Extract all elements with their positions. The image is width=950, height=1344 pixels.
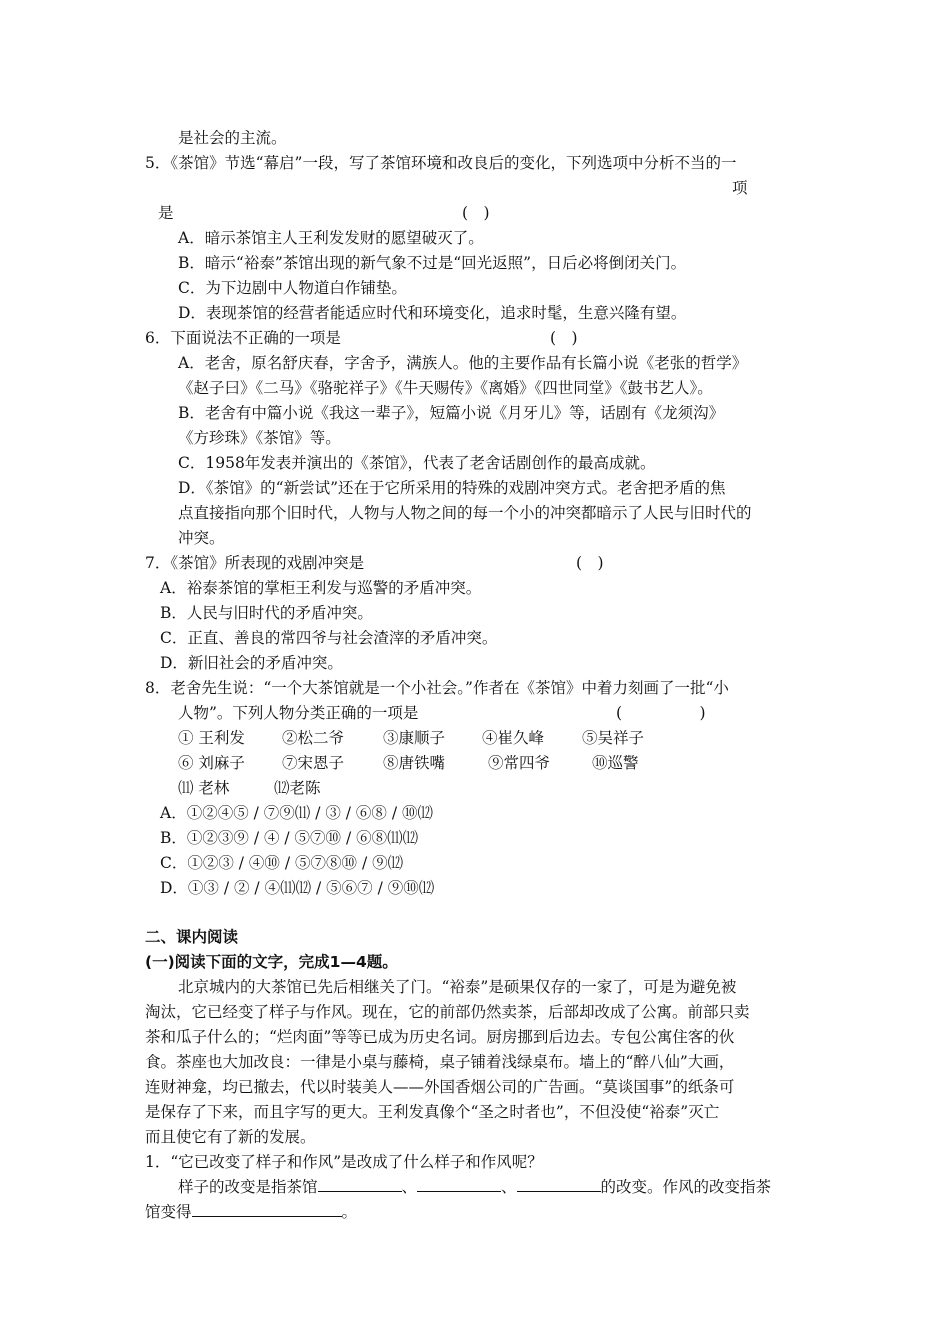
answer-blank[interactable]: [318, 1177, 402, 1192]
character-item: ⑧唐铁嘴: [383, 754, 446, 772]
option-a: A．老舍，原名舒庆春，字舍予，满族人。他的主要作品有长篇小说《老张的哲学》: [178, 354, 748, 372]
separator: 、: [401, 1178, 418, 1196]
answer-bracket: ( ): [462, 204, 490, 222]
character-item: ⑤吴祥子: [582, 729, 645, 747]
text-line: 《方珍珠》《茶馆》等。: [178, 429, 341, 447]
character-item: ① 王利发: [178, 729, 245, 747]
option-a: A．暗示茶馆主人王利发发财的愿望破灭了。: [178, 229, 484, 247]
option-d: D．表现茶馆的经营者能适应时代和环境变化，追求时髦，生意兴隆有望。: [178, 304, 687, 322]
section-heading: 二、课内阅读: [145, 928, 239, 946]
fill-in-text: 的改变。作风的改变指茶: [600, 1178, 772, 1196]
option-d: D．《茶馆》的“新尝试”还在于它所采用的特殊的戏剧冲突方式。老舍把矛盾的焦: [178, 479, 726, 497]
option-b: B．暗示“裕泰”茶馆出现的新气象不过是“回光返照”，日后必将倒闭关门。: [178, 254, 687, 272]
answer-blank[interactable]: [417, 1177, 501, 1192]
fill-in-line: [178, 1177, 771, 1197]
subsection-heading: (一)阅读下面的文字，完成1—4题。: [145, 953, 398, 971]
passage-line: 北京城内的大茶馆已先后相继关了门。“裕泰”是硕果仅存的一家了，可是为避免被: [178, 978, 737, 996]
answer-blank[interactable]: [517, 1177, 601, 1192]
passage-line: 而且使它有了新的发展。: [145, 1128, 316, 1146]
character-item: ⑿老陈: [274, 779, 321, 797]
answer-bracket: ( ): [550, 329, 578, 347]
option-b: B．人民与旧时代的矛盾冲突。: [160, 604, 373, 622]
text-line: 点直接指向那个旧时代，人物与人物之间的每一个小的冲突都暗示了人民与旧时代的: [178, 504, 752, 522]
option-d: D．①③ / ② / ④⑾⑿ / ⑤⑥⑦ / ⑨⑩⑿: [160, 879, 435, 897]
answer-bracket: ( ): [616, 704, 706, 722]
option-c: C．①②③ / ④⑩ / ⑤⑦⑧⑩ / ⑨⑿: [160, 854, 404, 872]
text-line: 《赵子曰》《二马》《骆驼祥子》《牛天赐传》《离婚》《四世同堂》《鼓书艺人》。: [178, 379, 713, 397]
separator: 、: [501, 1178, 517, 1196]
option-c: C．1958年发表并演出的《茶馆》，代表了老舍话剧创作的最高成就。: [178, 454, 656, 472]
option-c: C．正直、善良的常四爷与社会渣滓的矛盾冲突。: [160, 629, 498, 647]
question-5-stem: 5．《茶馆》节选“幕启”一段，写了茶馆环境和改良后的变化，下列选项中分析不当的一: [145, 154, 737, 172]
question-6-stem: 6．下面说法不正确的一项是: [145, 329, 341, 347]
option-c: C．为下边剧中人物道白作铺垫。: [178, 279, 407, 297]
character-item: ④崔久峰: [482, 729, 545, 747]
text-line: 项: [732, 179, 748, 197]
character-item: ③康顺子: [383, 729, 446, 747]
passage-line: 淘汰，它已经变了样子与作风。现在，它的前部仍然卖茶，后部却改成了公寓。前部只卖: [145, 1003, 750, 1021]
character-item: ②松二爷: [282, 729, 345, 747]
fill-in-line: [145, 1202, 357, 1222]
question-8-stem: 8．老舍先生说：“一个大茶馆就是一个小社会。”作者在《茶馆》中着力刻画了一批“小: [145, 679, 729, 697]
passage-line: 连财神龛，均已撤去，代以时装美人——外国香烟公司的广告画。“莫谈国事”的纸条可: [145, 1078, 735, 1096]
option-b: B．老舍有中篇小说《我这一辈子》，短篇小说《月牙儿》等，话剧有《龙须沟》: [178, 404, 725, 422]
option-b: B．①②③⑨ / ④ / ⑤⑦⑩ / ⑥⑧⑾⑿: [160, 829, 419, 847]
fill-in-text: 馆变得: [145, 1203, 192, 1221]
passage-line: 茶和瓜子什么的；“烂肉面”等等已成为历史名词。厨房挪到后边去。专包公寓住客的伙: [145, 1028, 735, 1046]
character-item: ⑾ 老林: [178, 779, 230, 797]
option-a: A．裕泰茶馆的掌柜王利发与巡警的矛盾冲突。: [160, 579, 482, 597]
text-line: 冲突。: [178, 529, 225, 547]
answer-blank[interactable]: [192, 1202, 342, 1217]
answer-bracket: ( ): [576, 554, 604, 572]
option-d: D．新旧社会的矛盾冲突。: [160, 654, 343, 672]
fill-in-text: 。: [341, 1203, 358, 1221]
character-item: ⑦宋恩子: [282, 754, 345, 772]
character-item: ⑨常四爷: [488, 754, 551, 772]
passage-line: 食。茶座也大加改良：一律是小桌与藤椅，桌子铺着浅绿桌布。墙上的“醉八仙”大画，: [145, 1053, 735, 1071]
text-line: 是社会的主流。: [178, 129, 287, 147]
option-a: A．①②④⑤ / ⑦⑨⑾ / ③ / ⑥⑧ / ⑩⑿: [160, 804, 433, 822]
fill-in-text: 样子的改变是指茶馆: [178, 1178, 318, 1196]
text-line: 是: [158, 204, 174, 222]
character-item: ⑥ 刘麻子: [178, 754, 245, 772]
character-item: ⑩巡警: [592, 754, 639, 772]
passage-line: 是保存了下来，而且字写的更大。王利发真像个“圣之时者也”，不但没使“裕泰”灭亡: [145, 1103, 720, 1121]
question-7-stem: 7．《茶馆》所表现的戏剧冲突是: [145, 554, 365, 572]
text-line: 人物”。下列人物分类正确的一项是: [178, 704, 419, 722]
question-1-stem: 1．“它已改变了样子和作风”是改成了什么样子和作风呢？: [145, 1153, 543, 1171]
